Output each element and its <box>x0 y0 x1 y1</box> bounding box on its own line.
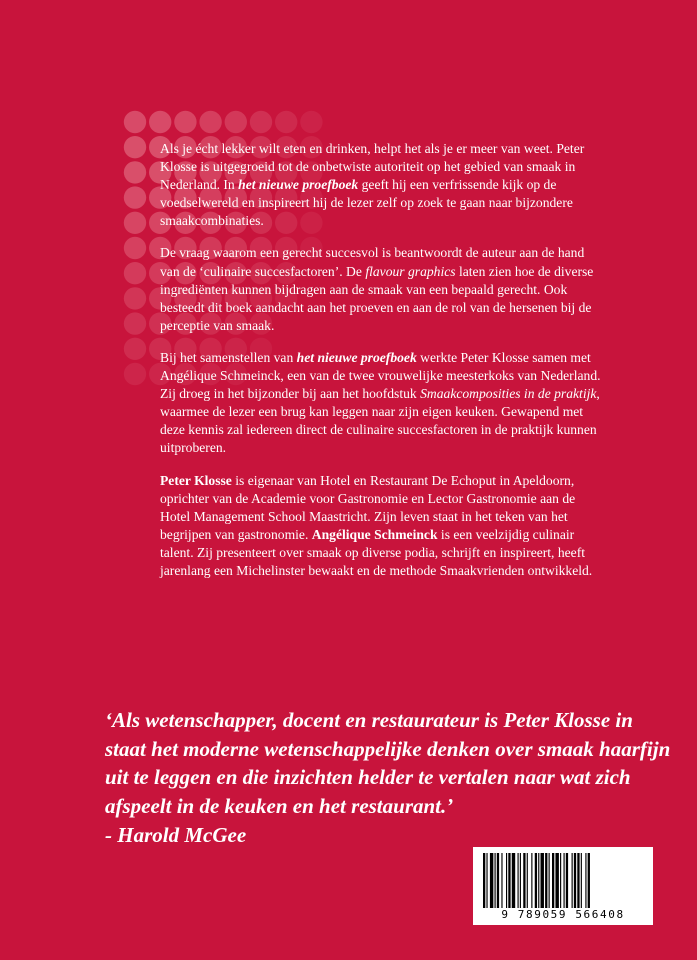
isbn-number: 9 789059 566408 <box>501 908 625 921</box>
text-run: Smaakcomposities in de praktijk <box>420 386 597 402</box>
barcode-bar <box>486 853 487 908</box>
decorative-dot <box>124 161 146 183</box>
blurb-text <box>160 140 605 594</box>
endorsement-quote: ‘Als wetenschapper, docent en restaurateur is Peter Klosse in staat het moderne wetenschappelijke denken over smaak haarfijn uit te leggen en die inzichten helder te vertalen naar wat zich afspeelt in de keuken en het restaurant.’ <box>105 708 671 818</box>
blurb-paragraph-3 <box>160 349 605 458</box>
barcode-bar <box>518 853 519 908</box>
text-run: , waarmee de lezer een brug kan leggen naar zijn eigen keuken. Gewapend met deze kennis zal iedereen direct de culinaire succesfactoren in de praktijk kunnen uitproberen. <box>160 386 600 456</box>
barcode-bar <box>572 853 573 908</box>
barcode-bar <box>497 853 499 908</box>
barcode-bar <box>585 853 586 908</box>
isbn-barcode <box>473 847 653 925</box>
text-run: het nieuwe proefboek <box>238 177 359 193</box>
text-run: is eigenaar van Hotel en Restaurant De Echoput in Apeldoorn, oprichter van de Academie voor Gastronomie en Lector Gastronomie aan de Hotel Management School Maastricht. Zijn leven staat in het teken van het begrijpen van gastronomie. <box>160 472 576 542</box>
text-run: Als je écht lekker wilt eten en drinken, helpt het als je er meer van weet. Peter Klosse is uitgegroeid tot de onbetwiste autoriteit op het gebied van smaak in Nederland. In <box>160 141 585 193</box>
barcode-bar <box>574 853 576 908</box>
barcode-bar <box>545 853 547 908</box>
barcode-bar <box>566 853 568 908</box>
barcode-bars <box>481 853 645 908</box>
text-run: werkte Peter Klosse samen met Angélique Schmeinck, een van de twee vrouwelijke meesterkoks van Nederland. Zij droeg in het bijzonder bij aan het hoofdstuk <box>160 349 601 402</box>
decorative-dot <box>199 111 221 133</box>
blurb-paragraph-2 <box>160 244 605 334</box>
barcode-bar <box>523 853 525 908</box>
barcode-bar <box>512 853 515 908</box>
decorative-dot <box>225 111 247 133</box>
decorative-dot <box>124 262 146 284</box>
barcode-bar <box>535 853 537 908</box>
author-bio-paragraph <box>160 472 605 581</box>
text-run: is een veelzijdig culinair talent. Zij presenteert over smaak op diverse podia, schrijft en inspireert, heeft jarenlang een Michelinster bewaakt en de methode Smaakvrienden ontwikkeld. <box>160 526 593 578</box>
text-run: De vraag waarom een gerecht succesvol is beantwoordt de auteur aan de hand van de ‘culinaire succesfactoren’. De <box>160 245 585 279</box>
text-run: geeft hij een verfrissende kijk op de voedselwereld en inspireert hij de lezer zelf op zoek te gaan naar bijzondere smaakcombinaties. <box>160 177 573 229</box>
text-run: Angélique Schmeinck <box>311 526 438 542</box>
decorative-dot <box>124 212 146 234</box>
barcode-bar <box>527 853 528 908</box>
text-run: flavour graphics <box>365 263 456 279</box>
decorative-dot <box>124 111 146 133</box>
decorative-dot <box>124 186 146 208</box>
barcode-bar <box>588 853 590 908</box>
barcode-bar <box>490 853 493 908</box>
decorative-dot <box>174 111 196 133</box>
barcode-bar <box>508 853 510 908</box>
barcode-bar <box>577 853 579 908</box>
barcode-bar <box>549 853 550 908</box>
barcode-bar <box>560 853 561 908</box>
text-run: Bij het samenstellen van <box>160 349 297 365</box>
barcode-bar <box>538 853 539 908</box>
decorative-dot <box>124 312 146 334</box>
barcode-bar <box>501 853 502 908</box>
barcode-bar <box>483 853 485 908</box>
decorative-dot <box>275 111 297 133</box>
barcode-bar <box>541 853 544 908</box>
barcode-bar <box>531 853 532 908</box>
decorative-dot <box>149 111 171 133</box>
barcode-bar <box>520 853 521 908</box>
decorative-dot <box>250 111 272 133</box>
text-run: het nieuwe proefboek <box>296 349 417 365</box>
barcode-bar <box>552 853 554 908</box>
blurb-paragraph-1 <box>160 140 605 230</box>
barcode-bar <box>506 853 507 908</box>
barcode-bar <box>581 853 582 908</box>
text-run: Peter Klosse <box>160 472 232 488</box>
decorative-dot <box>124 363 146 385</box>
barcode-bar <box>495 853 496 908</box>
barcode-bar <box>555 853 558 908</box>
decorative-dot <box>124 136 146 158</box>
endorsement-author: - Harold McGee <box>105 823 247 847</box>
text-run: laten zien hoe de diverse ingrediënten kunnen bijdragen aan de smaak van een bepaald gerecht. Ook besteedt dit boek aandacht aan het proeven en aan de rol van de hersenen bij de perceptie van smaak. <box>160 263 594 333</box>
decorative-dot <box>124 338 146 360</box>
decorative-dot <box>124 237 146 259</box>
decorative-dot <box>300 111 322 133</box>
barcode-bar <box>564 853 565 908</box>
decorative-dot <box>124 287 146 309</box>
